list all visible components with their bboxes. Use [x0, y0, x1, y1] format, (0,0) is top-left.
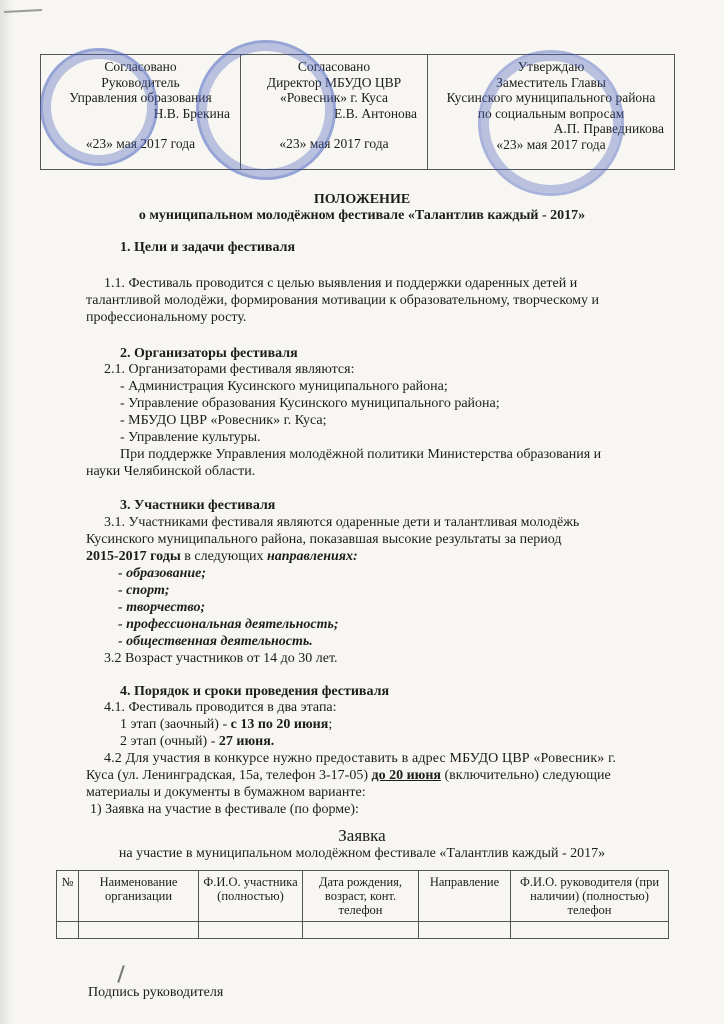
approval-line: Заместитель Главы — [496, 74, 606, 90]
deadline-text: до 20 июня — [371, 768, 442, 783]
table-header-direction: Направление — [419, 871, 511, 922]
table-row — [57, 922, 669, 939]
stage-2-dates: 27 июня. — [218, 734, 275, 749]
approval-line: Утверждаю — [517, 59, 585, 74]
list-item: - Управление культуры. — [120, 430, 261, 445]
table-header-birthdate: Дата рождения, возраст, конт. телефон — [303, 871, 419, 922]
list-item: - Управление образования Кусинского муниципального района; — [120, 396, 500, 411]
paragraph-line: 3.1. Участниками фестиваля являются одаренные дети и талантливая молодёжь — [104, 515, 580, 530]
application-subtitle: на участие в муниципальном молодёжном фестивале «Талантлив каждый - 2017» — [118, 846, 606, 861]
table-header-number: № — [57, 871, 79, 922]
scan-edge-shadow — [0, 0, 14, 1024]
approval-line: «Ровесник» г. Куса — [279, 90, 389, 105]
address-text: Куса (ул. Ленинградская, 15а, телефон 3-17-05) — [86, 768, 372, 783]
list-item: - Администрация Кусинского муниципального района; — [120, 379, 448, 394]
paragraph-line: 4.2 Для участия в конкурсе нужно предоставить в адрес МБУДО ЦВР «Ровесник» г. — [104, 751, 617, 766]
stage-1-line — [120, 717, 332, 733]
stage-1-dates: с 13 по 20 июня — [230, 717, 329, 732]
approval-cell-director — [241, 55, 428, 170]
application-table — [56, 870, 669, 939]
stage-2-prefix: 2 этап (очный) - — [120, 734, 219, 749]
table-cell — [57, 922, 79, 939]
approval-line: Согласовано — [297, 59, 371, 74]
approval-line: Директор МБУДО ЦВР — [266, 74, 402, 90]
document-title: ПОЛОЖЕНИЕ — [313, 192, 411, 207]
approval-line: Управления образования — [69, 90, 212, 105]
table-cell — [419, 922, 511, 939]
approval-signature: Е.В. Антонова — [334, 105, 417, 121]
approval-line: Кусинского муниципального района — [446, 90, 656, 105]
stage-2-line — [120, 734, 274, 750]
direction-item: - творчество; — [118, 600, 206, 615]
approval-date: «23» мая 2017 года — [279, 136, 389, 151]
direction-item: - спорт; — [118, 583, 170, 598]
paragraph-line — [86, 768, 611, 784]
approval-line: по социальным вопросам — [477, 105, 625, 121]
supervisor-signature-label: Подпись руководителя — [88, 985, 224, 1000]
list-item: - МБУДО ЦВР «Ровесник» г. Куса; — [120, 413, 327, 428]
stage-1-suffix: ; — [328, 717, 333, 732]
direction-item: - общественная деятельность. — [118, 634, 313, 649]
paragraph-line: науки Челябинской области. — [86, 464, 256, 479]
paragraph-line: 1) Заявка на участие в фестивале (по форме): — [90, 802, 359, 817]
paragraph-line: материалы и документы в бумажном варианте: — [86, 785, 366, 800]
approval-signature: А.П. Праведникова — [553, 121, 664, 136]
pen-mark — [117, 965, 124, 983]
approval-line: Руководитель — [101, 74, 180, 90]
paragraph-line: талантливой молодёжи, формирования мотивации к образовательному, творческому и — [86, 293, 600, 308]
table-cell — [511, 922, 669, 939]
section-2-heading: 2. Организаторы фестиваля — [120, 346, 298, 361]
section-1-heading: 1. Цели и задачи фестиваля — [120, 240, 296, 255]
period-text: 2015-2017 годы — [86, 549, 181, 564]
paragraph-line: При поддержке Управления молодёжной политики Министерства образования и — [120, 447, 602, 462]
paragraph-line: Кусинского муниципального района, показавшая высокие результаты за период — [86, 532, 562, 547]
approval-line: Согласовано — [104, 59, 177, 74]
paragraph-line: профессиональному росту. — [86, 310, 247, 325]
approval-cell-deputy — [428, 55, 675, 170]
paragraph-line: 2.1. Организаторами фестиваля являются: — [104, 362, 355, 377]
period-tail: в следующих — [180, 549, 267, 564]
document-subtitle: о муниципальном молодёжном фестивале «Талантлив каждый - 2017» — [138, 208, 586, 223]
approval-date: «23» мая 2017 года — [85, 136, 196, 151]
stage-1-prefix: 1 этап (заочный) - — [120, 717, 231, 732]
section-3-heading: 3. Участники фестиваля — [120, 498, 276, 513]
table-cell — [79, 922, 199, 939]
section-4-heading: 4. Порядок и сроки проведения фестиваля — [120, 684, 390, 699]
directions-label: направлениях: — [266, 549, 358, 564]
direction-item: - образование; — [118, 566, 207, 581]
approval-date: «23» мая 2017 года — [496, 136, 606, 152]
table-header-supervisor: Ф.И.О. руководителя (при наличии) (полностью) телефон — [511, 871, 669, 922]
approval-signature: Н.В. Брекина — [153, 105, 230, 121]
address-tail: (включительно) следующие — [441, 768, 611, 783]
table-cell — [303, 922, 419, 939]
paragraph-line: 3.2 Возраст участников от 14 до 30 лет. — [104, 651, 338, 666]
table-cell — [199, 922, 303, 939]
table-header-participant: Ф.И.О. участника (полностью) — [199, 871, 303, 922]
table-header-row — [57, 871, 669, 922]
approval-table — [40, 54, 675, 170]
paragraph-line: 4.1. Фестиваль проводится в два этапа: — [104, 700, 337, 715]
paragraph-line: 1.1. Фестиваль проводится с целью выявления и поддержки одаренных детей и — [104, 276, 578, 291]
direction-item: - профессиональная деятельность; — [118, 617, 339, 632]
approval-cell-education — [41, 55, 241, 170]
paragraph-line — [86, 549, 358, 565]
application-title: Заявка — [338, 826, 386, 845]
table-header-organization: Наименование организации — [79, 871, 199, 922]
